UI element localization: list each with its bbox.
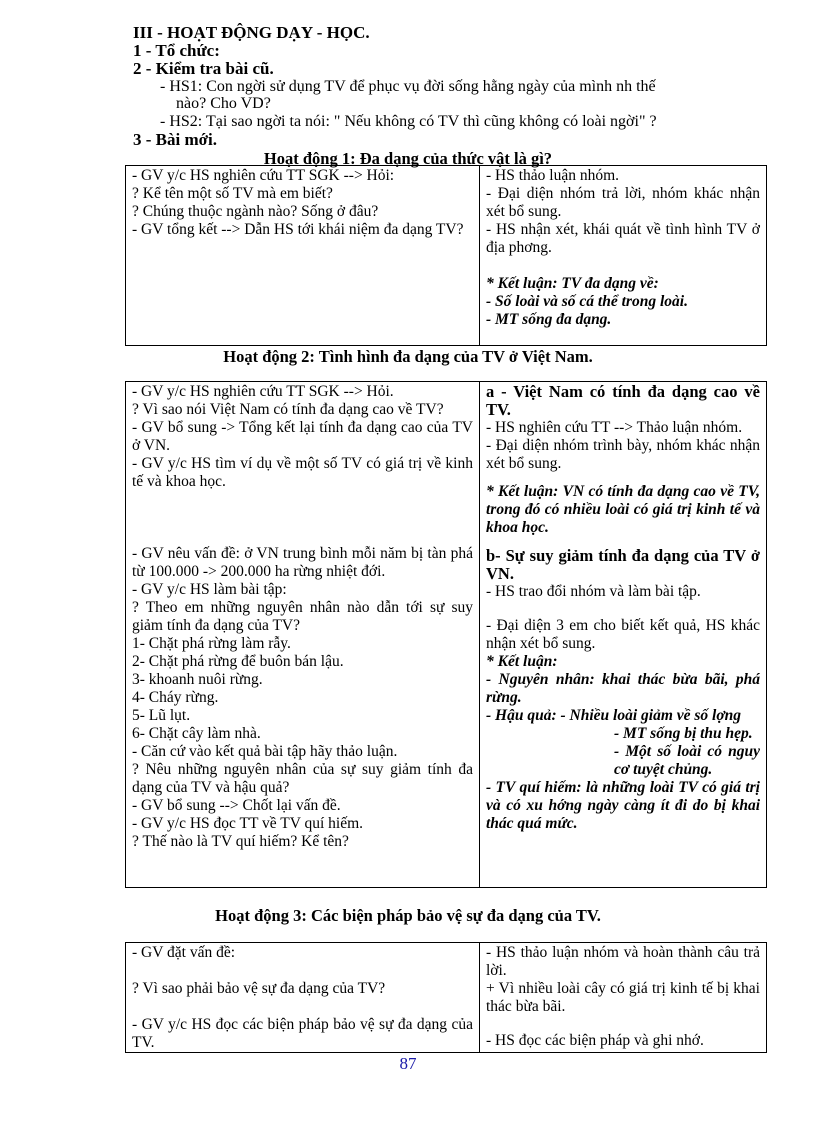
page-number: 87	[399, 1054, 417, 1073]
activity3-title: Hoạt động 3: Các biện pháp bảo vệ sự đa dạng của TV.	[215, 906, 601, 925]
text-line: - HS thảo luận nhóm.	[486, 167, 620, 184]
item-review: 2 - Kiểm tra bài cũ.	[133, 59, 274, 78]
text-line: ? Vì sao nói Việt Nam có tính đa dạng cao về TV?	[132, 401, 444, 418]
text-line: - GV tổng kết --> Dẫn HS tới khái niệm đa dạng TV?	[132, 221, 464, 238]
activity1-title: Hoạt động 1: Đa dạng của thức vật là gì?	[263, 149, 553, 168]
hs1-question-line1: - HS1: Con ngời sử dụng TV để phục vụ đời sống hằng ngày của mình nh thế	[160, 78, 656, 95]
text-line: - GV y/c HS nghiên cứu TT SGK --> Hỏi:	[132, 167, 395, 184]
text-line: 6- Chặt cây làm nhà.	[132, 725, 261, 742]
text-line: - HS nhận xét, khái quát về tình hình TV ở địa phơng.	[486, 221, 760, 256]
text-line: - HS trao đổi nhóm và làm bài tập.	[486, 583, 701, 600]
conclusion-line: * Kết luận:	[486, 653, 558, 670]
conclusion-line: - MT sống đa dạng.	[486, 311, 612, 328]
conclusion-line: - MT sống bị thu hẹp.	[614, 725, 753, 742]
text-line: ? Chúng thuộc ngành nào? Sống ở đâu?	[132, 203, 379, 220]
conclusion-line: * Kết luận: VN có tính đa dạng cao về TV, trong đó có nhiều loài có giá trị kinh tế và khoa học.	[486, 483, 760, 536]
activity1-table	[125, 165, 767, 346]
text-line: ? Nêu những nguyên nhân của sự suy giảm tính đa dạng của TV và hậu quả?	[132, 761, 473, 796]
text-line: 2- Chặt phá rừng để buôn bán lậu.	[132, 653, 344, 670]
text-line: 1- Chặt phá rừng làm rẫy.	[132, 635, 291, 652]
text-line: - GV bổ sung -> Tổng kết lại tính đa dạng cao của TV ở VN.	[132, 419, 473, 454]
activity3-teacher-cell	[126, 943, 480, 1053]
text-line: ? Thế nào là TV quí hiếm? Kể tên?	[132, 833, 349, 850]
text-line: ? Vì sao phải bảo vệ sự đa dạng của TV?	[132, 980, 386, 997]
activity2-table	[125, 381, 767, 888]
text-line: - HS thảo luận nhóm và hoàn thành câu trả lời.	[486, 944, 760, 979]
conclusion-line: - Số loài và số cá thể trong loài.	[486, 293, 688, 310]
text-line: - GV y/c HS nghiên cứu TT SGK --> Hỏi.	[132, 383, 394, 400]
text-line: - GV y/c HS làm bài tập:	[132, 581, 287, 598]
text-line: - HS nghiên cứu TT --> Thảo luận nhóm.	[486, 419, 743, 436]
activity2-teacher-cell	[126, 382, 480, 888]
conclusion-line: - Hậu quả: - Nhiều loài giảm về số lợng	[486, 707, 742, 724]
item-new-lesson: 3 - Bài mới.	[133, 130, 218, 149]
item-organization: 1 - Tổ chức:	[133, 41, 220, 60]
conclusion-line: - TV quí hiếm: là những loài TV có giá trị và có xu hớng ngày càng ít đi do bị khai thác quá mức.	[486, 779, 760, 832]
activity1-student-cell	[480, 166, 767, 346]
text-line: 3- khoanh nuôi rừng.	[132, 671, 263, 688]
activity3-table	[125, 942, 767, 1053]
subsection-b-heading: b- Sự suy giảm tính đa dạng của TV ở VN.	[486, 546, 760, 583]
activity3-student-cell	[480, 943, 767, 1053]
text-line: - GV y/c HS đọc TT về TV quí hiếm.	[132, 815, 364, 832]
conclusion-line: * Kết luận: TV đa dạng về:	[486, 275, 659, 292]
text-line: 5- Lũ lụt.	[132, 707, 191, 724]
text-line: 4- Cháy rừng.	[132, 689, 219, 706]
text-line: - GV đặt vấn đề:	[132, 944, 236, 961]
hs1-question-line2: nào? Cho VD?	[176, 95, 271, 112]
text-line: - Đại diện nhóm trình bày, nhóm khác nhận xét bổ sung.	[486, 437, 760, 472]
activity1-teacher-cell	[126, 166, 480, 346]
activity2-title: Hoạt động 2: Tình hình đa dạng của TV ở Việt Nam.	[223, 347, 593, 366]
text-line: - Đại diện 3 em cho biết kết quả, HS khác nhận xét bổ sung.	[486, 617, 760, 652]
hs2-question: - HS2: Tại sao ngời ta nói: " Nếu không có TV thì cũng không có loài ngời" ?	[160, 113, 657, 130]
text-line: - Đại diện nhóm trả lời, nhóm khác nhận xét bổ sung.	[486, 185, 760, 220]
text-line: - GV bổ sung --> Chốt lại vấn đề.	[132, 797, 341, 814]
text-line: - GV y/c HS đọc các biện pháp bảo vệ sự đa dạng của TV.	[132, 1016, 473, 1051]
text-line: - GV nêu vấn đề: ở VN trung bình mỗi năm bị tàn phá từ 100.000 -> 200.000 ha rừng nhiệt đới.	[132, 545, 473, 580]
section-title: III - HOẠT ĐỘNG DẠY - HỌC.	[133, 23, 370, 42]
activity2-student-cell	[480, 382, 767, 888]
subsection-a-heading: a - Việt Nam có tính đa dạng cao về TV.	[486, 382, 760, 419]
text-line: + Vì nhiều loài cây có giá trị kinh tế bị khai thác bừa bãi.	[486, 980, 760, 1015]
text-line: ? Theo em những nguyên nhân nào dẫn tới sự suy giảm tính đa dạng của TV?	[132, 599, 473, 634]
conclusion-line: - Một số loài có nguy cơ tuyệt chủng.	[614, 743, 760, 778]
text-line: ? Kể tên một số TV mà em biết?	[132, 185, 333, 202]
text-line: - Căn cứ vào kết quả bài tập hãy thảo luận.	[132, 743, 398, 760]
text-line: - GV y/c HS tìm ví dụ về một số TV có giá trị về kinh tế và khoa học.	[132, 455, 473, 490]
conclusion-line: - Nguyên nhân: khai thác bừa bãi, phá rừng.	[486, 671, 760, 706]
text-line: - HS đọc các biện pháp và ghi nhớ.	[486, 1032, 704, 1049]
